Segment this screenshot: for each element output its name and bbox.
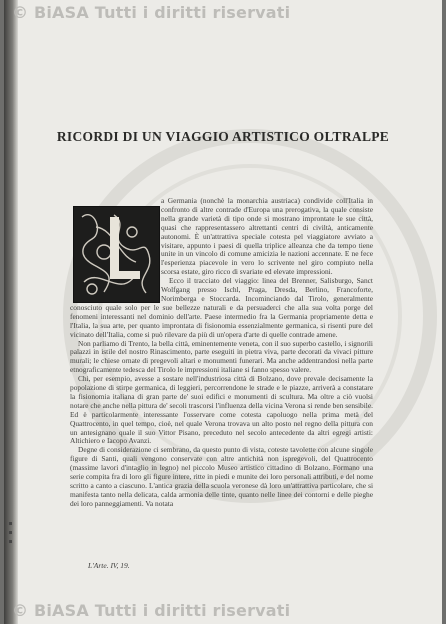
copyright-watermark-top: © BiASA Tutti i diritti riservati	[12, 3, 291, 22]
scan-edge-marks: ▪ ▪ ▪	[7, 520, 14, 545]
article-body	[70, 197, 373, 553]
paragraph: Chi, per esempio, avesse a sostare nell'industriosa città di Bolzano, dove prevale decisamente la popolazione di stirpe germanica, di leggieri, percorrendone le strade e le piazze, arriverà a constatare la fisionomia italiana di gran parte de' suoi edifici e monumenti di scultura. Ma oltre a ciò vuolsi notare che anche nella pittura de' secoli trascorsi l'influenza della vicina Verona si rende ben sensibile. Ed è particolarmente interessante l'osservare come cotesta capoluogo nella prima metà del Quattrocento, in quel tempo, cioè, nel quale Verona trovava un alto posto nel regno della pittura con un antesignano quale il suo Vittor Pisano, preceduto nel secolo antecedente da altri egregi artisti: Altichiero e Iacopo Avanzi.	[70, 374, 373, 446]
paragraph: Ecco il tracciato del viaggio: linea del Brenner, Salisburgo, Sanct Wolfgang presso Ischl, Praga, Dresda, Berlino, Francoforte, Norimberga e Stoccarda. Incominciando dal Tirolo, generalmente conosciuto quale solo per le sue bellezze naturali e da persuaderci che alla sua volta porge del fenomeni interessanti nel dominio dell'arte. Paese intermedio fra la Germania propriamente detta e l'Italia, la sua arte, per quanto improntata di fisionomia essenzialmente germanica, si risenti pure del vicinato dell'Italia, come si può rilevare da più di un'opera d'arte di quelle contrade amene.	[70, 276, 373, 339]
paragraph: Non parliamo di Trento, la bella città, eminentemente veneta, con il suo superbo castello, i signorili palazzi in istile del nostro Rinascimento, parte eseguiti in pietra viva, parte decorati da vivaci pitture murali; le chiese ornate di pregevoli altari e monumenti funerari. Ma anche addentrandosi nella parte etnograficamente tedesca del Tirolo le impressioni italiane si fanno spesso valere.	[70, 338, 373, 375]
article-title: RICORDI DI UN VIAGGIO ARTISTICO OLTRALPE	[56, 129, 390, 144]
paragraph: a Germania (nonchè la monarchia austriaca) condivide coll'Italia in confronto di altre contrade d'Europa una prerogativa, la quale consiste nella grande varietà di tipo onde si mostrano improntate le sue città, quasi che rappresentassero altrettanti centri di civiltà, anticamente autonomi. È un'attrattiva speciale cotesta pel viaggiatore avviato a visitare, appunto i paesi di quella triplice alleanza che da tempo tiene unite in un vincolo di comune amicizia le nazioni accennate. E ne fece l'esperienza piacevole in vero lo scrivente nel giro compiuto nella scorsa estate, giro ricco di svariate ed elevate impressioni.	[161, 196, 373, 277]
copyright-watermark-bottom: © BiASA Tutti i diritti riservati	[12, 601, 291, 620]
issue-reference: L'Arte. IV, 19.	[88, 561, 130, 570]
initial-spacer	[70, 197, 161, 303]
paragraph: Degne di considerazione ci sembrano, da questo punto di vista, coteste tavolette con alcune singole figure di Santi, quali vengono conservate con altre antichità non ispregevoli, del Quattrocento (massime lavori d'intaglio in legno) nel piccolo Museo artistico cittadino di Bolzano. Formano una serie compita fra di loro gli figure intere, ritte in piedi e munite dei loro personali attributi, e del nome scritto a canto a ciascuno. L'antica grazia della scuola veronese dà loro un'attrattiva particolare, che si manifesta tanto nella delicata, calda armonia delle tinte, quanto nelle linee dei contorni e delle pieghe dei loro panneggiamenti. Va notata	[70, 445, 373, 508]
